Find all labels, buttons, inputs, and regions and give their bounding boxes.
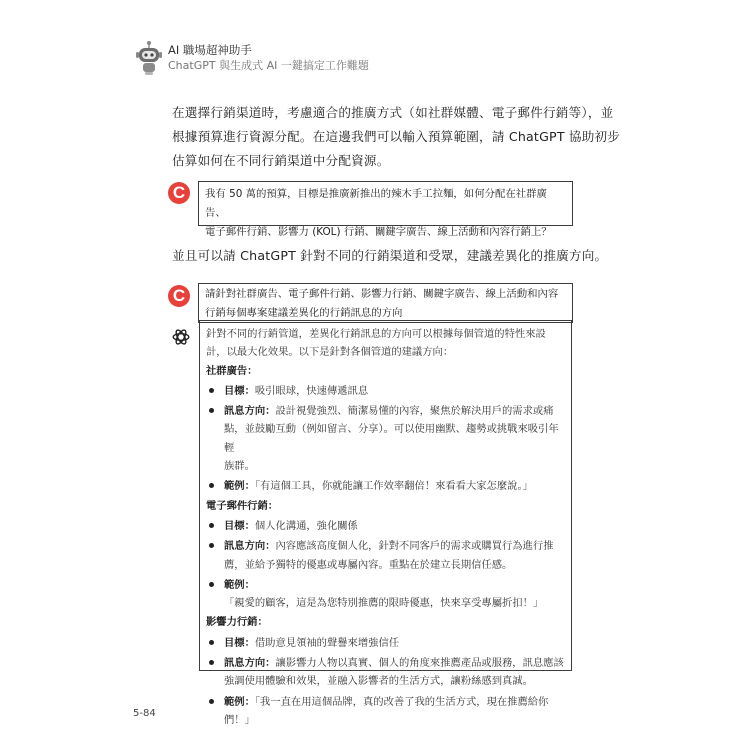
bullet-label: 目標： <box>224 636 255 649</box>
list-item <box>206 382 565 400</box>
bullet-label: 訊息方向： <box>224 657 276 670</box>
bullet-icon <box>209 408 214 413</box>
bullet-text: 吸引眼球，快速傳遞訊息 <box>254 384 369 397</box>
bullet-label: 訊息方向： <box>224 540 276 553</box>
list-item <box>206 576 565 613</box>
user-prompt-badge: C <box>168 182 190 204</box>
prompt-line: 我有 50 萬的預算，目標是推廣新推出的辣木手工拉麵，如何分配在社群廣告、 <box>205 188 547 219</box>
answer-intro-line: 針對不同的行銷管道，差異化行銷訊息的方向可以根據每個管道的特性來設 <box>206 328 546 340</box>
bullet-text: 強調使用體驗和效果，並融入影響者的生活方式，讓粉絲感到真誠。 <box>224 675 533 688</box>
bullet-icon <box>209 640 214 645</box>
bullet-text: 薦，並給予獨特的優惠或專屬內容。重點在於建立長期信任感。 <box>224 558 513 571</box>
book-title: AI 職場超神助手 <box>168 43 252 57</box>
bullet-text: 族群。 <box>224 460 255 473</box>
intro-paragraph <box>172 101 620 173</box>
robot-logo-icon <box>134 40 164 76</box>
prompt-line: 請針對社群廣告、電子郵件行銷、影響力行銷、關鍵字廣告、線上活動和內容 <box>205 288 559 300</box>
paragraph-line: 根據預算進行資源分配。在這邊我們可以輸入預算範圍，請 ChatGPT 協助初步 <box>172 129 621 144</box>
paragraph-line: 在選擇行銷渠道時，考慮適合的推廣方式（如社群媒體、電子郵件行銷等），並 <box>172 105 614 120</box>
bullet-text: 內容應該高度個人化，針對不同客戶的需求或購買行為進行推 <box>275 540 554 553</box>
section-title-email-marketing: 電子郵件行銷： <box>206 499 279 512</box>
user-prompt-badge: C <box>168 285 190 307</box>
list-item <box>206 402 565 475</box>
bullet-text: 「親愛的顧客，這是為您特別推薦的限時優惠，快來享受專屬折扣！」 <box>224 597 544 610</box>
prompt-line: 電子郵件行銷、影響力 (KOL) 行銷、關鍵字廣告、線上活動和內容行銷上？ <box>205 226 552 238</box>
user-prompt-box <box>198 181 573 238</box>
bullet-label: 目標： <box>224 384 255 397</box>
bullet-icon <box>209 523 214 528</box>
user-prompt-box <box>198 283 573 323</box>
bullet-text: 「我一直在用這個品牌，真的改善了我的生活方式，現在推薦給你們！」 <box>224 695 549 726</box>
bullet-icon <box>209 543 214 548</box>
section-title-influencer-marketing: 影響力行銷： <box>206 616 268 629</box>
chatgpt-answer-box <box>199 320 572 726</box>
list-item <box>206 693 565 730</box>
bullet-text: 讓影響力人物以真實、個人的角度來推薦產品或服務，訊息應該 <box>275 657 564 670</box>
bullet-label: 範例： <box>224 480 255 493</box>
middle-paragraph: 並且可以請 ChatGPT 針對不同的行銷渠道和受眾，建議差異化的推廣方向。 <box>172 248 608 263</box>
book-subtitle: ChatGPT 與生成式 AI 一鍵搞定工作難題 <box>168 59 369 72</box>
list-item <box>206 537 565 574</box>
bullet-icon <box>209 582 214 587</box>
list-item <box>206 634 565 652</box>
paragraph-line: 估算如何在不同行銷渠道中分配資源。 <box>172 153 390 168</box>
bullet-text: 設計視覺強烈、簡潔易懂的內容，聚焦於解決用戶的需求或痛 <box>275 405 554 418</box>
bullet-icon <box>209 699 214 704</box>
page-number: 5-84 <box>133 708 156 719</box>
prompt-line: 行銷每個專案建議差異化的行銷訊息的方向 <box>205 307 403 319</box>
answer-intro-line: 計，以最大化效果。以下是針對各個管道的建議方向： <box>206 346 454 359</box>
bullet-label: 範例： <box>224 578 255 591</box>
bullet-label: 目標： <box>224 519 255 532</box>
list-item <box>206 654 565 691</box>
bullet-label: 範例： <box>224 695 255 708</box>
bullet-text: 借助意見領袖的聲譽來增強信任 <box>254 636 400 649</box>
bullet-text: 點，並鼓勵互動（例如留言、分享）。可以使用幽默、趨勢或挑戰來吸引年輕 <box>224 423 559 454</box>
chatgpt-logo-icon <box>170 326 192 348</box>
list-item <box>206 477 565 495</box>
bullet-text: 「有這個工具，你就能讓工作效率翻倍！來看看大家怎麼說。」 <box>254 480 533 493</box>
bullet-icon <box>209 388 214 393</box>
bullet-label: 訊息方向： <box>224 405 276 418</box>
bullet-icon <box>209 483 214 488</box>
bullet-icon <box>209 660 214 665</box>
list-item <box>206 517 565 535</box>
bullet-text: 個人化溝通，強化關係 <box>254 519 358 532</box>
section-title-social-ads: 社群廣告： <box>206 364 258 377</box>
